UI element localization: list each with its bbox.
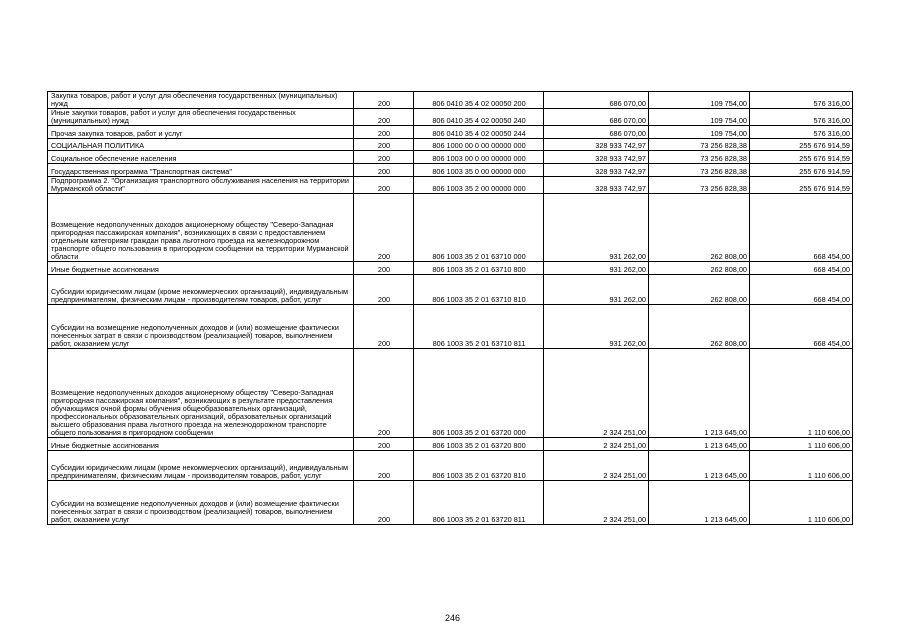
row-code-cell: 200 — [354, 451, 414, 481]
row-executed-amount-cell: 1 213 645,00 — [649, 349, 750, 438]
row-classification-cell: 806 0410 35 4 02 00050 240 — [414, 109, 544, 126]
row-approved-amount-cell: 686 070,00 — [544, 92, 649, 109]
row-approved-amount-cell: 686 070,00 — [544, 126, 649, 139]
row-executed-amount-cell: 262 808,00 — [649, 262, 750, 275]
row-code-cell: 200 — [354, 177, 414, 194]
table-row — [48, 177, 853, 194]
row-approved-amount-cell: 328 933 742,97 — [544, 151, 649, 164]
row-name-cell: Субсидии юридическим лицам (кроме некоммерческих организаций), индивидуальным предпринимателям, физическим лицам - производителям товаров, работ, услуг — [48, 451, 354, 481]
row-unexecuted-amount-cell: 668 454,00 — [750, 275, 853, 305]
budget-table — [47, 91, 853, 525]
row-classification-cell: 806 0410 35 4 02 00050 200 — [414, 92, 544, 109]
row-name-cell: Подпрограмма 2. "Организация транспортного обслуживания населения на территории Мурманской области" — [48, 177, 354, 194]
row-approved-amount-cell: 686 070,00 — [544, 109, 649, 126]
table-row — [48, 109, 853, 126]
row-name-cell: Возмещение недополученных доходов акционерному обществу "Северо-Западная пригородная пассажирская компания", возникающих в результате предоставления обучающимся очной формы обучения общеобразовательных организаций, профессиональных образовательных организаций, образовательных организаций высшего образования права льготного проезда на железнодорожном транспорте общего пользования в пригородном сообщении — [48, 349, 354, 438]
row-approved-amount-cell: 931 262,00 — [544, 194, 649, 262]
row-approved-amount-cell: 328 933 742,97 — [544, 164, 649, 177]
row-code-cell: 200 — [354, 126, 414, 139]
row-classification-cell: 806 1003 35 2 01 63720 000 — [414, 349, 544, 438]
row-executed-amount-cell: 109 754,00 — [649, 126, 750, 139]
row-executed-amount-cell: 73 256 828,38 — [649, 139, 750, 151]
row-executed-amount-cell: 262 808,00 — [649, 305, 750, 349]
row-code-cell: 200 — [354, 481, 414, 525]
table-row — [48, 275, 853, 305]
row-approved-amount-cell: 328 933 742,97 — [544, 139, 649, 151]
row-code-cell: 200 — [354, 262, 414, 275]
table-row — [48, 151, 853, 164]
row-name-cell: Субсидии на возмещение недополученных доходов и (или) возмещение фактически понесенных затрат в связи с производством (реализацией) товаров, выполнением работ, оказанием услуг — [48, 305, 354, 349]
table-row — [48, 164, 853, 177]
row-unexecuted-amount-cell: 576 316,00 — [750, 126, 853, 139]
row-classification-cell: 806 1003 00 0 00 00000 000 — [414, 151, 544, 164]
row-classification-cell: 806 1003 35 2 01 63710 000 — [414, 194, 544, 262]
row-unexecuted-amount-cell: 668 454,00 — [750, 305, 853, 349]
row-approved-amount-cell: 2 324 251,00 — [544, 481, 649, 525]
row-approved-amount-cell: 2 324 251,00 — [544, 451, 649, 481]
page-number: 246 — [444, 613, 461, 623]
row-executed-amount-cell: 73 256 828,38 — [649, 164, 750, 177]
row-unexecuted-amount-cell: 255 676 914,59 — [750, 139, 853, 151]
row-approved-amount-cell: 2 324 251,00 — [544, 438, 649, 451]
row-classification-cell: 806 1003 35 2 00 00000 000 — [414, 177, 544, 194]
row-unexecuted-amount-cell: 1 110 606,00 — [750, 481, 853, 525]
row-executed-amount-cell: 73 256 828,38 — [649, 177, 750, 194]
row-code-cell: 200 — [354, 139, 414, 151]
table-row — [48, 349, 853, 438]
row-executed-amount-cell: 1 213 645,00 — [649, 451, 750, 481]
table-row — [48, 262, 853, 275]
row-classification-cell: 806 1003 35 2 01 63720 811 — [414, 481, 544, 525]
row-unexecuted-amount-cell: 576 316,00 — [750, 92, 853, 109]
row-unexecuted-amount-cell: 255 676 914,59 — [750, 164, 853, 177]
row-approved-amount-cell: 328 933 742,97 — [544, 177, 649, 194]
row-executed-amount-cell: 1 213 645,00 — [649, 481, 750, 525]
row-unexecuted-amount-cell: 668 454,00 — [750, 194, 853, 262]
row-name-cell: Государственная программа "Транспортная система" — [48, 164, 354, 177]
table-row — [48, 194, 853, 262]
row-classification-cell: 806 1000 00 0 00 00000 000 — [414, 139, 544, 151]
row-code-cell: 200 — [354, 349, 414, 438]
row-approved-amount-cell: 2 324 251,00 — [544, 349, 649, 438]
row-name-cell: Иные закупки товаров, работ и услуг для обеспечения государственных (муниципальных) нужд — [48, 109, 354, 126]
row-code-cell: 200 — [354, 164, 414, 177]
row-classification-cell: 806 1003 35 2 01 63710 800 — [414, 262, 544, 275]
row-unexecuted-amount-cell: 1 110 606,00 — [750, 349, 853, 438]
row-unexecuted-amount-cell: 1 110 606,00 — [750, 438, 853, 451]
row-name-cell: Социальное обеспечение населения — [48, 151, 354, 164]
row-name-cell: Возмещение недополученных доходов акционерному обществу "Северо-Западная пригородная пассажирская компания", возникающих в связи с предоставлением отдельным категориям граждан права льготного проезда на железнодорожном транспорте общего пользования в пригородном сообщении на территории Мурманской области — [48, 194, 354, 262]
table-row — [48, 481, 853, 525]
row-name-cell: Закупка товаров, работ и услуг для обеспечения государственных (муниципальных) нужд — [48, 92, 354, 109]
row-approved-amount-cell: 931 262,00 — [544, 305, 649, 349]
table-row — [48, 438, 853, 451]
row-executed-amount-cell: 262 808,00 — [649, 275, 750, 305]
row-unexecuted-amount-cell: 255 676 914,59 — [750, 177, 853, 194]
row-classification-cell: 806 1003 35 0 00 00000 000 — [414, 164, 544, 177]
row-approved-amount-cell: 931 262,00 — [544, 275, 649, 305]
row-executed-amount-cell: 109 754,00 — [649, 109, 750, 126]
row-unexecuted-amount-cell: 576 316,00 — [750, 109, 853, 126]
row-code-cell: 200 — [354, 275, 414, 305]
row-classification-cell: 806 1003 35 2 01 63710 811 — [414, 305, 544, 349]
row-code-cell: 200 — [354, 194, 414, 262]
table-row — [48, 126, 853, 139]
row-name-cell: СОЦИАЛЬНАЯ ПОЛИТИКА — [48, 139, 354, 151]
row-approved-amount-cell: 931 262,00 — [544, 262, 649, 275]
row-name-cell: Субсидии на возмещение недополученных доходов и (или) возмещение фактически понесенных затрат в связи с производством (реализацией) товаров, выполнением работ, оказанием услуг — [48, 481, 354, 525]
row-unexecuted-amount-cell: 1 110 606,00 — [750, 451, 853, 481]
row-classification-cell: 806 1003 35 2 01 63720 810 — [414, 451, 544, 481]
row-name-cell: Иные бюджетные ассигнования — [48, 438, 354, 451]
row-classification-cell: 806 1003 35 2 01 63720 800 — [414, 438, 544, 451]
row-code-cell: 200 — [354, 438, 414, 451]
row-name-cell: Прочая закупка товаров, работ и услуг — [48, 126, 354, 139]
table-row — [48, 451, 853, 481]
table-row — [48, 92, 853, 109]
row-code-cell: 200 — [354, 92, 414, 109]
row-code-cell: 200 — [354, 151, 414, 164]
row-code-cell: 200 — [354, 109, 414, 126]
row-executed-amount-cell: 262 808,00 — [649, 194, 750, 262]
row-classification-cell: 806 0410 35 4 02 00050 244 — [414, 126, 544, 139]
row-name-cell: Субсидии юридическим лицам (кроме некоммерческих организаций), индивидуальным предпринимателям, физическим лицам - производителям товаров, работ, услуг — [48, 275, 354, 305]
row-code-cell: 200 — [354, 305, 414, 349]
row-executed-amount-cell: 109 754,00 — [649, 92, 750, 109]
row-name-cell: Иные бюджетные ассигнования — [48, 262, 354, 275]
table-row — [48, 139, 853, 151]
table-row — [48, 305, 853, 349]
row-executed-amount-cell: 1 213 645,00 — [649, 438, 750, 451]
row-classification-cell: 806 1003 35 2 01 63710 810 — [414, 275, 544, 305]
row-unexecuted-amount-cell: 668 454,00 — [750, 262, 853, 275]
row-unexecuted-amount-cell: 255 676 914,59 — [750, 151, 853, 164]
row-executed-amount-cell: 73 256 828,38 — [649, 151, 750, 164]
